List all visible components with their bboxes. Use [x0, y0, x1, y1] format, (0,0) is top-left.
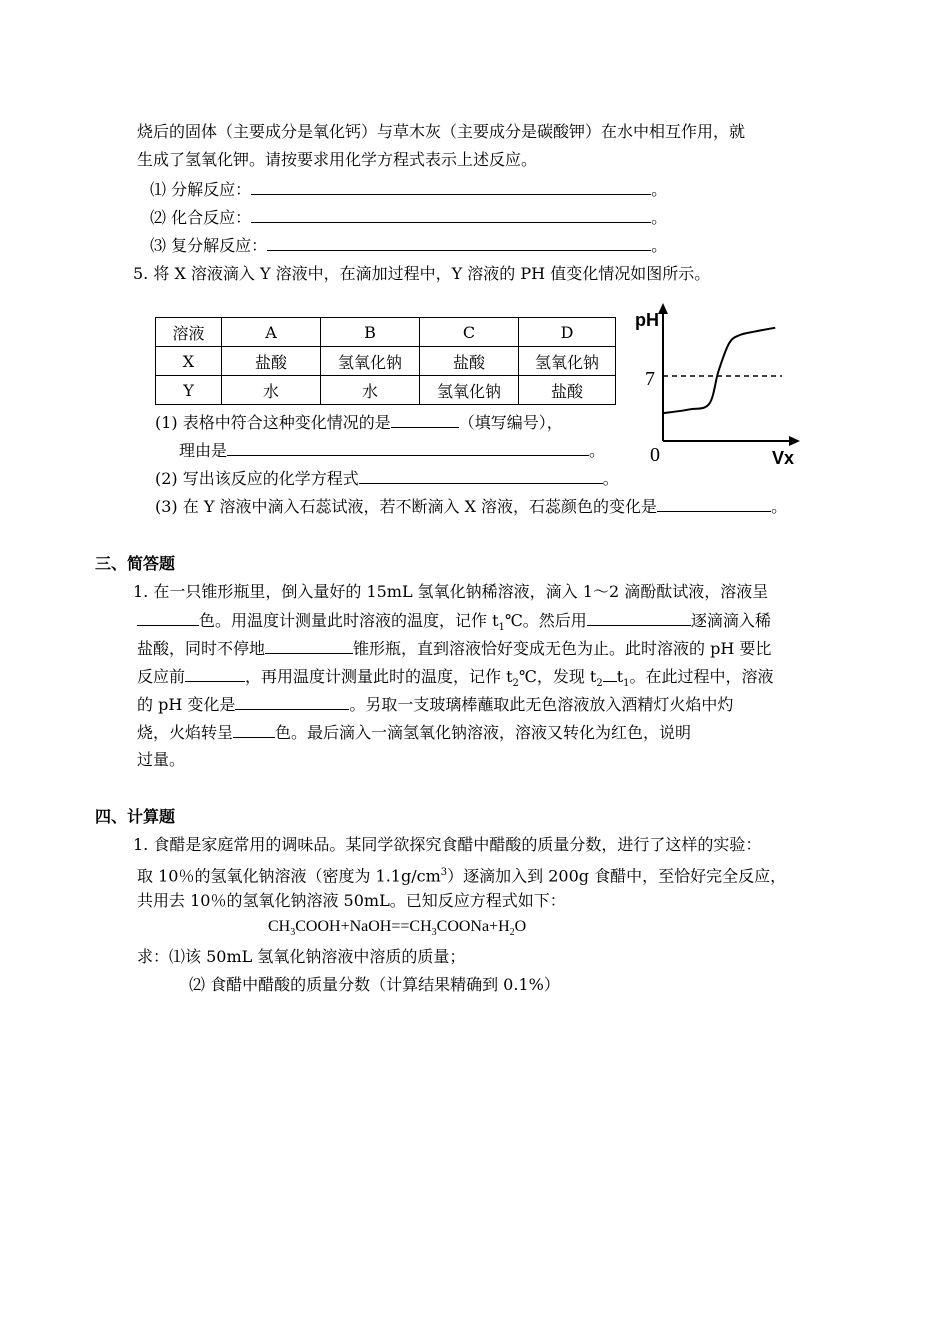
s3-line-4-mid: ，再用温度计测量此时的温度，记作 t	[245, 667, 513, 686]
s3-line-2-text: 色。用温度计测量此时溶液的温度，记作 t	[199, 611, 499, 630]
intro-item-2-blank[interactable]	[251, 206, 651, 223]
s3-line-4-text: 反应前	[137, 667, 186, 686]
s4-line-2	[137, 862, 786, 887]
s3-line-3-text: 盐酸，同时不停地	[137, 639, 266, 658]
y-axis-label: pH	[635, 310, 659, 330]
s4-line-2-end: ）逐滴加入到 200g 食醋中，至恰好完全反应，	[447, 866, 787, 886]
table-cell: Y	[156, 376, 222, 405]
table-row	[156, 376, 616, 405]
formula-part: COONa+H	[436, 918, 510, 935]
intro-item-2-end: 。	[651, 208, 668, 227]
s3-line-6-end: 色。最后滴入一滴氢氧化钠溶液，溶液又转化为红色，说明	[275, 723, 692, 742]
table-cell: 盐酸	[519, 376, 616, 405]
q5-reason-blank[interactable]	[227, 439, 589, 456]
intro-item-1-blank[interactable]	[251, 178, 651, 195]
s3-t2-sub: 2	[512, 678, 519, 690]
s3-ph-compare-blank[interactable]	[185, 665, 245, 682]
s3-line-7: 过量。	[137, 750, 186, 769]
q5-sub1-blank[interactable]	[391, 411, 459, 428]
table-row	[156, 347, 616, 376]
formula-sub: 3	[290, 927, 296, 939]
table-cell: 盐酸	[420, 347, 519, 376]
table-cell: 盐酸	[222, 347, 321, 376]
table-cell: 氢氧化钠	[321, 347, 420, 376]
s4-line-3: 共用去 10％的氢氧化钠溶液 50mL。已知反应方程式如下：	[137, 891, 566, 910]
q5-sub2-line	[155, 467, 619, 490]
s3-tool-blank[interactable]	[587, 609, 691, 626]
s3-line-2	[137, 609, 771, 639]
s3-line-6-text: 烧，火焰转呈	[137, 723, 234, 742]
table-header-cell: 溶液	[156, 318, 222, 347]
s4-line-2-text: 取 10％的氢氧化钠溶液（密度为 1.1g/cm	[137, 866, 441, 886]
x-axis-arrow	[789, 436, 800, 446]
ph-curve	[663, 328, 775, 413]
q5-sub1-text: (1) 表格中符合这种变化情况的是	[155, 413, 391, 432]
s4-cm3-sup: 3	[440, 867, 448, 878]
table-cell: 氢氧化钠	[420, 376, 519, 405]
s3-t1-sub-b: 1	[623, 678, 630, 690]
s3-line-5-end: 。另取一支玻璃棒蘸取此无色溶液放入酒精灯火焰中灼	[349, 695, 734, 714]
s3-line-4-t: t	[616, 667, 624, 686]
s3-line-2-end: 逐滴滴入稀	[690, 611, 771, 630]
s3-compare-blank[interactable]	[603, 665, 617, 682]
table-header-cell: B	[321, 318, 420, 347]
intro-line-2: 生成了氢氧化钾。请按要求用化学方程式表示上述反应。	[137, 150, 538, 169]
s3-line-5	[137, 693, 733, 716]
q5-sub3-line	[155, 495, 787, 518]
intro-item-3-label: ⑶ 复分解反应：	[150, 236, 268, 255]
s3-line-6	[137, 721, 691, 744]
intro-item-2	[150, 206, 667, 229]
s3-action-blank[interactable]	[265, 637, 353, 654]
intro-line-1: 烧后的固体（主要成分是氧化钙）与草木灰（主要成分是碳酸钾）在水中相互作用，就	[137, 122, 746, 141]
intro-item-1	[150, 178, 667, 201]
q5-reason-text: 理由是	[179, 441, 228, 460]
ref-tick-label: 7	[645, 368, 655, 390]
ph-chart	[630, 298, 810, 473]
s4-ask-1: 求：⑴该 50mL 氢氧化钠溶液中溶质的质量；	[137, 947, 466, 966]
intro-item-3	[150, 234, 667, 257]
s3-line-3-end: 锥形瓶，直到溶液恰好变成无色为止。此时溶液的 pH 要比	[353, 639, 772, 658]
q5-reason-line	[179, 439, 605, 462]
table-cell: 氢氧化钠	[519, 347, 616, 376]
table-header-cell: A	[222, 318, 321, 347]
q5-sub1-line	[155, 411, 563, 434]
intro-item-3-blank[interactable]	[267, 234, 651, 251]
s3-line-1: 1. 在一只锥形瓶里，倒入量好的 15mL 氢氧化钠稀溶液，滴入 1～2 滴酚酞试液，溶液呈	[133, 582, 769, 601]
s3-flame-blank[interactable]	[233, 721, 275, 738]
table-cell: X	[156, 347, 222, 376]
s3-t1-sub: 1	[498, 622, 505, 634]
q5-sub1-tail: （填写编号），	[458, 413, 563, 432]
s3-line-5-text: 的 pH 变化是	[137, 695, 236, 714]
q5-sub2-blank[interactable]	[359, 467, 603, 484]
table-header-cell: C	[420, 318, 519, 347]
x-axis-label: Vx	[772, 448, 795, 468]
table-cell: 水	[321, 376, 420, 405]
s3-line-4	[137, 665, 774, 695]
reaction-equation	[268, 918, 526, 938]
solution-table	[155, 317, 616, 405]
formula-part: CH	[268, 918, 291, 935]
s4-ask-2: ⑵ 食醋中醋酸的质量分数（计算结果精确到 0.1%）	[189, 975, 560, 994]
formula-part: O	[514, 918, 527, 935]
table-header-row	[156, 318, 616, 347]
s3-color-blank[interactable]	[137, 609, 199, 626]
q5-sub2-text: (2) 写出该反应的化学方程式	[155, 469, 359, 488]
q5-sub3-blank[interactable]	[657, 495, 771, 512]
intro-item-3-end: 。	[651, 236, 668, 255]
y-axis-arrow	[658, 303, 668, 314]
q5-sub2-end: 。	[602, 469, 619, 488]
formula-part: COOH+NaOH==CH	[295, 918, 432, 935]
q5-stem: 5. 将 X 溶液滴入 Y 溶液中，在滴加过程中，Y 溶液的 PH 值变化情况如图所示。	[133, 264, 711, 283]
s3-line-4-mid2: ℃，发现 t	[518, 667, 597, 686]
table-cell: 水	[222, 376, 321, 405]
section4-heading: 四、计算题	[95, 807, 176, 826]
intro-item-1-label: ⑴ 分解反应：	[150, 180, 252, 199]
table-header-cell: D	[519, 318, 616, 347]
formula-sub: 2	[509, 927, 515, 939]
s4-line-1: 1. 食醋是家庭常用的调味品。某同学欲探究食醋中醋酸的质量分数，进行了这样的实验：	[133, 835, 762, 854]
q5-sub3-text: (3) 在 Y 溶液中滴入石蕊试液，若不断滴入 X 溶液，石蕊颜色的变化是	[155, 497, 658, 516]
origin-label: 0	[650, 444, 660, 466]
formula-sub: 3	[431, 927, 437, 939]
q5-sub3-end: 。	[771, 497, 788, 516]
intro-item-1-end: 。	[651, 180, 668, 199]
s3-t2-sub-b: 2	[596, 678, 603, 690]
section3-heading: 三、简答题	[95, 554, 176, 573]
q5-reason-end: 。	[589, 441, 606, 460]
s3-ph-change-blank[interactable]	[235, 693, 349, 710]
s3-line-2-mid: ℃。然后用	[504, 611, 587, 630]
s3-line-4-end: 。在此过程中，溶液	[629, 667, 774, 686]
s3-line-3	[137, 637, 771, 660]
intro-item-2-label: ⑵ 化合反应：	[150, 208, 252, 227]
